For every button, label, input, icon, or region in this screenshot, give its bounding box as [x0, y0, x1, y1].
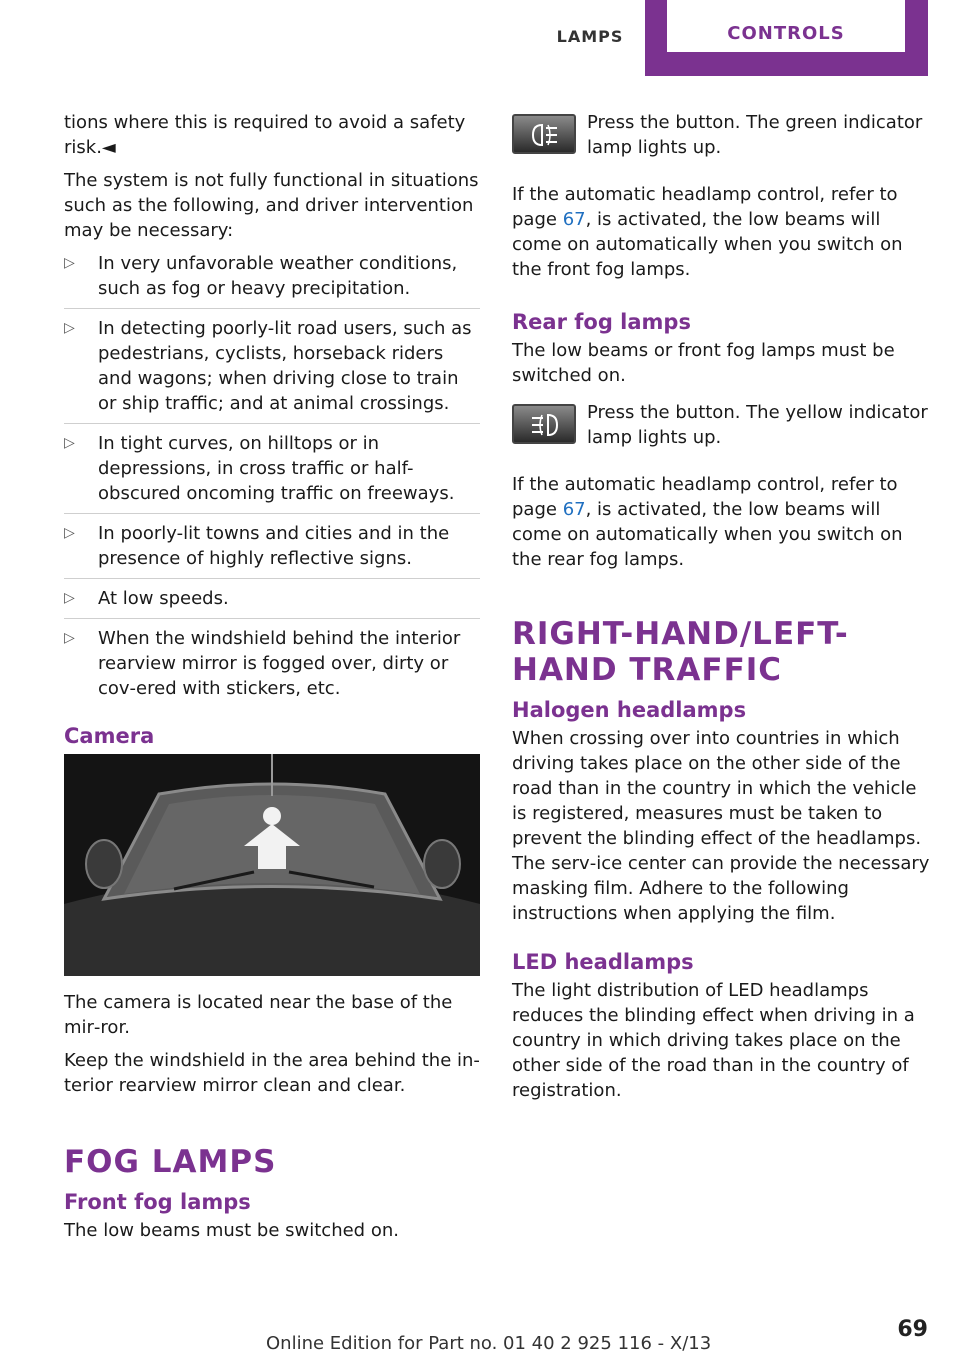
page-number: 69	[897, 1317, 928, 1342]
list-item: ▷ At low speeds.	[64, 586, 480, 619]
camera-windshield-image	[64, 754, 480, 976]
list-item: ▷ When the windshield behind the interior rearview mirror is fogged over, dirty or cov‐ered with stickers, etc.	[64, 628, 461, 699]
list-item: ▷ In poorly-lit towns and cities and in the presence of highly reflective signs.	[64, 521, 480, 579]
camera-caption-clean: Keep the windshield in the area behind the in‐terior rearview mirror clean and clear.	[64, 1050, 480, 1096]
triangle-bullet-icon: ▷	[64, 590, 75, 606]
front-fog-lamps-text: The low beams must be switched on.	[64, 1220, 399, 1241]
left-column	[64, 110, 480, 1251]
header-tab	[645, 0, 928, 76]
header-section-label: LAMPS	[556, 27, 624, 46]
triangle-bullet-icon: ▷	[64, 435, 75, 451]
triangle-bullet-icon: ▷	[64, 525, 75, 541]
camera-heading: Camera	[64, 724, 155, 748]
front-fog-lamp-button-icon	[512, 114, 576, 154]
right-column	[512, 110, 932, 1111]
triangle-bullet-icon: ▷	[64, 320, 75, 336]
header-tab-label: CONTROLS	[667, 0, 905, 52]
list-item: ▷ In very unfavorable weather conditions, such as fog or heavy precipitation.	[64, 251, 480, 309]
triangle-bullet-icon: ▷	[64, 630, 75, 646]
limitations-list	[64, 251, 480, 708]
page-link[interactable]: 67	[562, 499, 586, 520]
led-headlamps-text: The light distribution of LED headlamps reduces the blinding effect when driving in a country in which driving takes place on the other side of the road than in the country of registration.	[512, 980, 915, 1101]
rear-fog-lamps-heading: Rear fog lamps	[512, 310, 691, 334]
limitations-intro: The system is not fully functional in situations such as the following, and driver intervention may be necessary:	[64, 170, 479, 241]
front-fog-lamps-heading: Front fog lamps	[64, 1190, 251, 1214]
page-link[interactable]: 67	[562, 209, 586, 230]
front-fog-button-text: Press the button. The green indicator lamp lights up.	[587, 112, 923, 158]
halogen-headlamps-heading: Halogen headlamps	[512, 698, 747, 722]
rear-fog-button-text: Press the button. The yellow indicator lamp lights up.	[587, 402, 928, 448]
halogen-headlamps-text: When crossing over into countries in which driving takes place on the other side of the road than in the country in which the vehicle is registered, measures must be taken to prevent the blinding effect of the headlamps. The serv‐ice center can provide the necessary masking film. Adhere to the following instructions when applying the film.	[512, 728, 930, 924]
front-fog-button-row	[512, 110, 932, 168]
traffic-heading: RIGHT-HAND/LEFT-HAND TRAFFIC	[512, 616, 849, 688]
fog-lamps-heading: FOG LAMPS	[64, 1144, 277, 1180]
triangle-bullet-icon: ▷	[64, 255, 75, 271]
led-headlamps-heading: LED headlamps	[512, 950, 694, 974]
list-item: ▷ In detecting poorly-lit road users, such as pedestrians, cyclists, horseback riders and wagons; when driving close to train or ship traffic; and at animal crossings.	[64, 316, 480, 424]
page-footer	[200, 1317, 930, 1357]
rear-fog-button-row	[512, 400, 932, 458]
footer-edition: Online Edition for Part no. 01 40 2 925 116 - X/13	[266, 1333, 712, 1354]
rear-fog-lamp-button-icon	[512, 404, 576, 444]
rear-fog-auto-text: If the automatic headlamp control, refer to page 67, is activated, the low beams will come on automatically when you switch on the rear fog lamps.	[512, 474, 903, 570]
list-item: ▷ In tight curves, on hilltops or in depressions, in cross traffic or half-obscured oncoming traffic on freeways.	[64, 431, 480, 514]
rear-fog-lamps-text: The low beams or front fog lamps must be switched on.	[512, 340, 895, 386]
camera-caption-location: The camera is located near the base of the mir‐ror.	[64, 992, 453, 1038]
front-fog-auto-text: If the automatic headlamp control, refer to page 67, is activated, the low beams will come on automatically when you switch on the front fog lamps.	[512, 184, 903, 280]
intro-text: tions where this is required to avoid a safety risk.◄	[64, 112, 466, 158]
